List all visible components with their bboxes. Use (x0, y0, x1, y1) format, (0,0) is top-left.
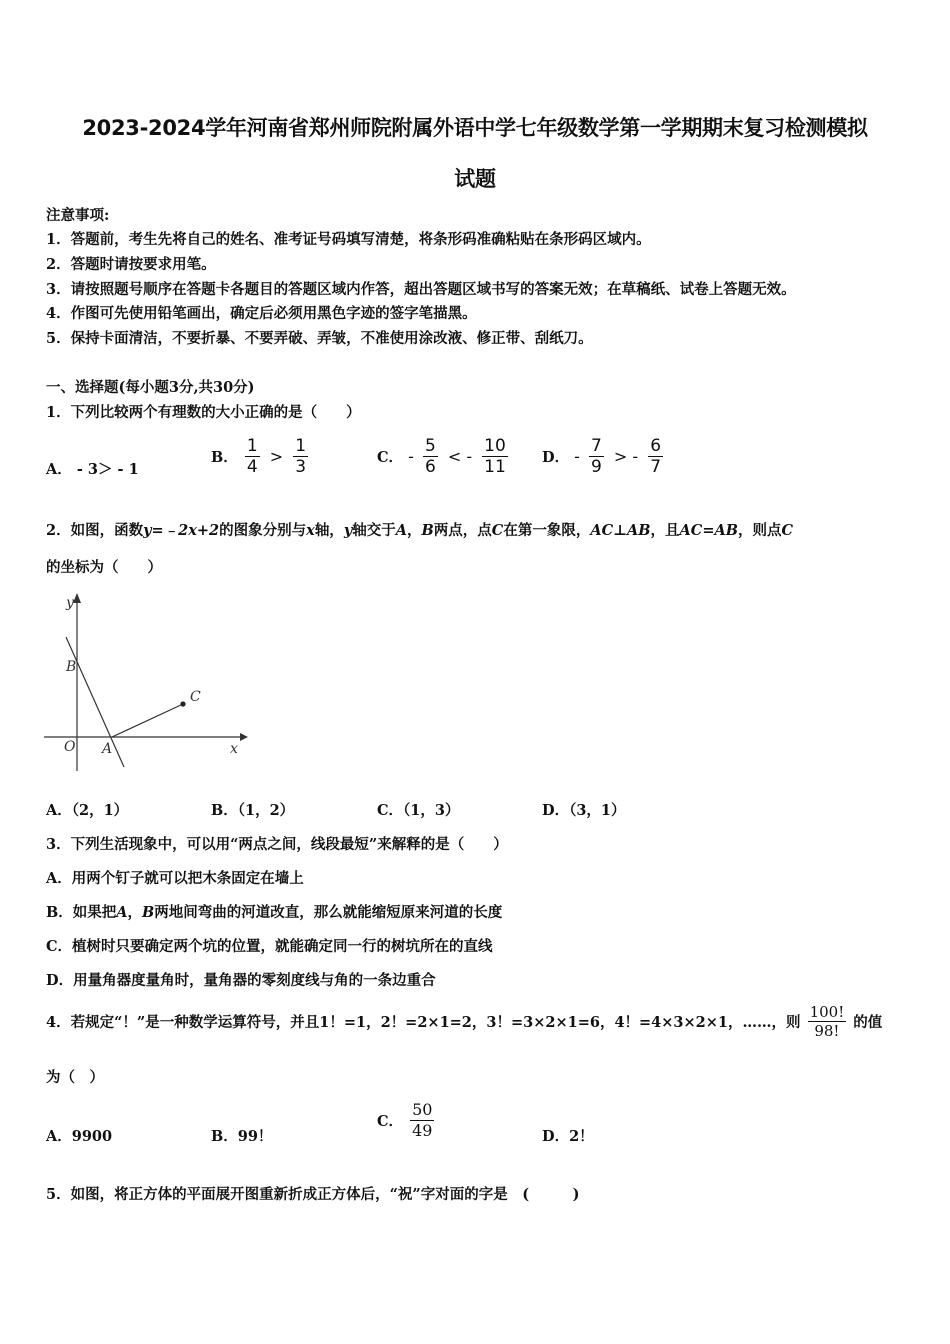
section-heading: 一、选择题(每小题3分,共30分) (46, 379, 255, 396)
q1-d-relation: > - (613, 447, 639, 466)
note-item-4: 4．作图可先使用铅笔画出，确定后必须用黑色字迹的签字笔描黑。 (46, 305, 477, 322)
label-a: A (102, 741, 113, 757)
q3-option-a: A．用两个钉子就可以把木条固定在墙上 (46, 870, 304, 887)
q1-option-c (377, 436, 510, 477)
label-o: O (64, 739, 76, 755)
q4-option-b: B．99！ (211, 1128, 273, 1145)
q1-c-negative: - (408, 447, 414, 466)
q2-coordinate-figure (44, 591, 254, 776)
q1-option-d (542, 436, 665, 477)
question-2-stem-line2: 的坐标为（ ） (46, 559, 162, 576)
question-3-stem: 3．下列生活现象中，可以用“两点之间，线段最短”来解释的是（ ） (46, 836, 508, 853)
question-1-stem: 1．下列比较两个有理数的大小正确的是（ ） (46, 404, 361, 421)
q4-option-a: A．9900 (46, 1128, 113, 1145)
q1-d-fraction-2: $\frac{6}{7}$ (650, 436, 662, 477)
q4-fraction: $\frac{100!}{98!}$ (809, 1003, 845, 1040)
q1-d-fraction-1: $\frac{7}{9}$ (590, 436, 602, 477)
q1-c-relation: < - (447, 447, 473, 466)
label-x: x (230, 741, 238, 757)
q4-c-fraction: $\frac{50}{49}$ (412, 1100, 433, 1140)
q1-option-c-label: C． (377, 449, 404, 466)
q2-option-d: D．（3，1） (542, 802, 626, 819)
segment-ac (112, 704, 183, 737)
x-axis-arrow (240, 733, 248, 741)
q3-option-d: D．用量角器度量角时，量角器的零刻度线与角的一条边重合 (46, 972, 436, 989)
notes-heading: 注意事项: (46, 207, 110, 224)
q1-b-relation: > (269, 447, 284, 466)
exam-title: 2023-2024学年河南省郑州师院附属外语中学七年级数学第一学期期末复习检测模拟 (82, 116, 868, 140)
question-4-stem: 4．若规定“！”是一种数学运算符号，并且1！=1，2！=2×1=2，3！=3×2×1=6，4！=4×3×2×1，……，则 $\frac{100!}{98!}$ 的值 (46, 1003, 883, 1040)
question-5-stem: 5．如图，将正方体的平面展开图重新折成正方体后，“祝”字对面的字是 ( ) (46, 1186, 580, 1203)
q1-option-d-label: D． (542, 449, 570, 466)
exam-title-line2: 试题 (454, 167, 496, 191)
note-item-2: 2．答题时请按要求用笔。 (46, 256, 216, 273)
note-item-3: 3．请按照题号顺序在答题卡各题目的答题区域内作答，超出答题区域书写的答案无效；在草稿纸、试卷上答题无效。 (46, 281, 796, 298)
point-c (180, 701, 185, 706)
q3-option-c: C．植树时只要确定两个坑的位置，就能确定同一行的树坑所在的直线 (46, 938, 493, 955)
note-item-1: 1．答题前，考生先将自己的姓名、准考证号码填写清楚，将条形码准确粘贴在条形码区域内。 (46, 231, 651, 248)
q3-option-b: B．如果把A，B两地间弯曲的河道改直，那么就能缩短原来河道的长度 (46, 904, 503, 921)
q1-option-a-text: - 3＞ - 1 (76, 461, 139, 478)
label-b: B (66, 659, 77, 675)
q1-b-fraction-1: $\frac{1}{4}$ (246, 436, 258, 477)
note-item-5: 5．保持卡面清洁，不要折暴、不要弄破、弄皱，不准使用涂改液、修正带、刮纸刀。 (46, 330, 593, 347)
label-c: C (190, 689, 201, 705)
y-axis-arrow (73, 593, 81, 603)
question-2-stem: 2．如图，函数y=﹣2x+2的图象分别与x轴，y轴交于A，B两点，点C在第一象限，AC⊥AB，且AC=AB，则点C (46, 522, 794, 539)
q1-c-fraction-2: $\frac{10}{11}$ (484, 436, 506, 477)
q4-option-d: D．2！ (542, 1128, 594, 1145)
q1-b-fraction-2: $\frac{1}{3}$ (295, 436, 307, 477)
q2-option-a: A．（2，1） (46, 802, 129, 819)
q1-option-b (211, 436, 310, 477)
q1-c-fraction-1: $\frac{5}{6}$ (424, 436, 436, 477)
question-4-stem-line2: 为（ ） (46, 1069, 104, 1086)
label-y: y (66, 595, 74, 611)
q2-option-c: C．（1，3） (377, 802, 460, 819)
q2-option-b: B．（1，2） (211, 802, 295, 819)
q1-d-negative: - (574, 447, 580, 466)
q1-option-a (46, 458, 139, 479)
q4-option-c: C． $\frac{50}{49}$ (377, 1100, 433, 1140)
q1-option-a-label: A． (46, 461, 72, 478)
q1-option-b-label: B． (211, 449, 238, 466)
